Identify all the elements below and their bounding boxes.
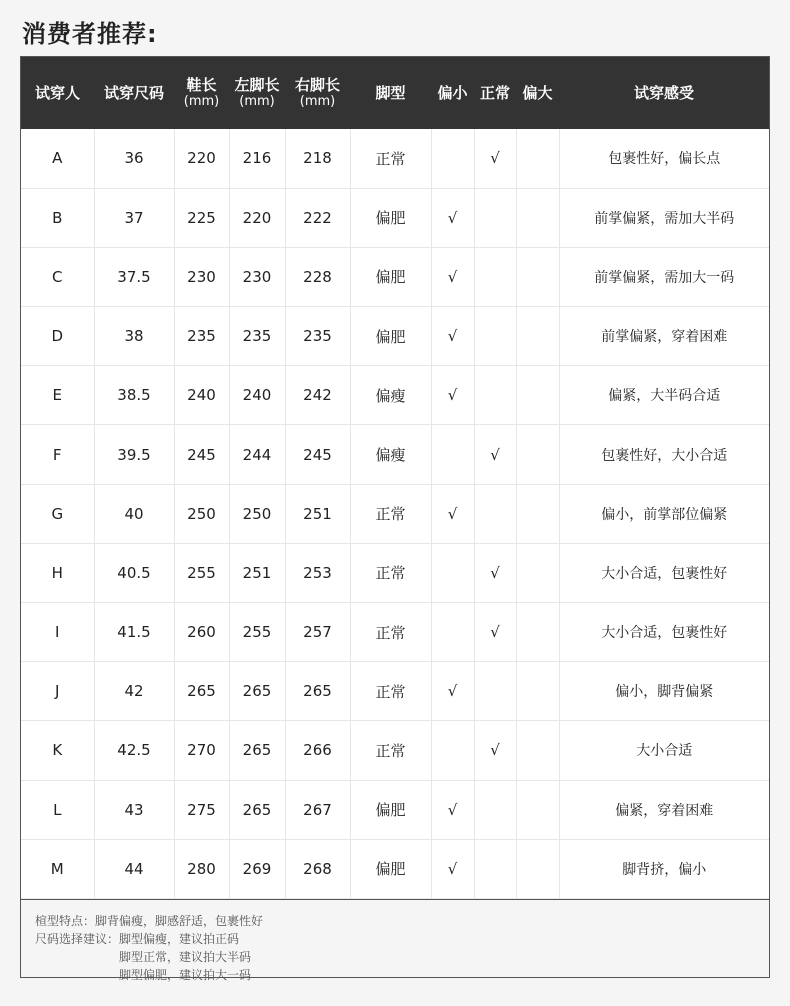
- cell-shoe-length: 240: [174, 366, 229, 425]
- cell-right-foot: 268: [285, 839, 350, 898]
- cell-person: A: [21, 129, 94, 188]
- cell-shoe-length: 245: [174, 425, 229, 484]
- cell-small-check: [431, 543, 474, 602]
- cell-feel: 大小合适，包裹性好: [559, 603, 769, 662]
- cell-large-check: [516, 603, 559, 662]
- cell-left-foot: 244: [229, 425, 285, 484]
- cell-small-check: [431, 721, 474, 780]
- cell-person: M: [21, 839, 94, 898]
- size-table: [20, 56, 770, 982]
- cell-large-check: [516, 425, 559, 484]
- cell-normal-check: [474, 307, 516, 366]
- cell-foot-type: 偏肥: [350, 247, 431, 306]
- cell-small-check: √: [431, 839, 474, 898]
- last-feature-label: 楦型特点：: [35, 913, 96, 928]
- cell-right-foot: 267: [285, 780, 350, 839]
- cell-foot-type: 正常: [350, 603, 431, 662]
- table-row: [21, 780, 769, 839]
- table-row: [21, 721, 769, 780]
- cell-right-foot: 253: [285, 543, 350, 602]
- cell-normal-check: [474, 662, 516, 721]
- cell-large-check: [516, 662, 559, 721]
- cell-shoe-length: 255: [174, 543, 229, 602]
- cell-small-check: √: [431, 662, 474, 721]
- cell-small-check: [431, 425, 474, 484]
- header-right-foot: 右脚长 (mm): [294, 76, 340, 109]
- cell-feel: 前掌偏紧，穿着困难: [559, 307, 769, 366]
- cell-right-foot: 228: [285, 247, 350, 306]
- cell-right-foot: 222: [285, 188, 350, 247]
- cell-right-foot: 242: [285, 366, 350, 425]
- cell-feel: 大小合适: [559, 721, 769, 780]
- cell-small-check: √: [431, 484, 474, 543]
- cell-person: L: [21, 780, 94, 839]
- cell-size: 39.5: [94, 425, 174, 484]
- cell-feel: 包裹性好，偏长点: [559, 129, 769, 188]
- table-row: [21, 839, 769, 898]
- cell-left-foot: 269: [229, 839, 285, 898]
- cell-normal-check: √: [474, 603, 516, 662]
- cell-large-check: [516, 721, 559, 780]
- cell-large-check: [516, 188, 559, 247]
- cell-foot-type: 偏肥: [350, 780, 431, 839]
- cell-feel: 包裹性好，大小合适: [559, 425, 769, 484]
- cell-small-check: [431, 603, 474, 662]
- cell-size: 38: [94, 307, 174, 366]
- cell-small-check: √: [431, 247, 474, 306]
- table-body: [21, 129, 769, 898]
- cell-left-foot: 265: [229, 721, 285, 780]
- table-row: [21, 366, 769, 425]
- cell-size: 44: [94, 839, 174, 898]
- cell-person: K: [21, 721, 94, 780]
- cell-large-check: [516, 366, 559, 425]
- cell-shoe-length: 260: [174, 603, 229, 662]
- cell-left-foot: 265: [229, 780, 285, 839]
- size-advice-note: [35, 930, 755, 984]
- cell-small-check: √: [431, 188, 474, 247]
- header-foot-type: 脚型: [375, 84, 406, 102]
- table-row: [21, 425, 769, 484]
- cell-foot-type: 偏肥: [350, 188, 431, 247]
- cell-normal-check: [474, 839, 516, 898]
- header-size: 试穿尺码: [103, 84, 164, 102]
- cell-normal-check: [474, 188, 516, 247]
- cell-size: 40: [94, 484, 174, 543]
- cell-shoe-length: 270: [174, 721, 229, 780]
- cell-shoe-length: 275: [174, 780, 229, 839]
- size-advice-line: 脚型正常，建议拍大半码: [119, 949, 252, 964]
- cell-right-foot: 265: [285, 662, 350, 721]
- cell-left-foot: 216: [229, 129, 285, 188]
- cell-foot-type: 正常: [350, 721, 431, 780]
- cell-feel: 偏小，脚背偏紧: [559, 662, 769, 721]
- cell-right-foot: 235: [285, 307, 350, 366]
- cell-foot-type: 偏肥: [350, 307, 431, 366]
- cell-normal-check: [474, 366, 516, 425]
- cell-left-foot: 251: [229, 543, 285, 602]
- cell-feel: 偏紧，大半码合适: [559, 366, 769, 425]
- table-row: [21, 188, 769, 247]
- cell-large-check: [516, 839, 559, 898]
- cell-foot-type: 正常: [350, 543, 431, 602]
- cell-right-foot: 257: [285, 603, 350, 662]
- cell-right-foot: 245: [285, 425, 350, 484]
- cell-person: E: [21, 366, 94, 425]
- cell-size: 43: [94, 780, 174, 839]
- page-title: 消费者推荐:: [22, 20, 158, 48]
- size-advice-label: 尺码选择建议：: [35, 931, 120, 946]
- cell-foot-type: 正常: [350, 129, 431, 188]
- cell-size: 37: [94, 188, 174, 247]
- header-feel: 试穿感受: [633, 84, 694, 102]
- cell-feel: 偏紧，穿着困难: [559, 780, 769, 839]
- table-header-row: [21, 57, 769, 129]
- header-normal: 正常: [479, 84, 510, 102]
- cell-left-foot: 235: [229, 307, 285, 366]
- header-person: 试穿人: [34, 84, 80, 102]
- cell-feel: 前掌偏紧，需加大半码: [559, 188, 769, 247]
- cell-normal-check: √: [474, 129, 516, 188]
- cell-right-foot: 218: [285, 129, 350, 188]
- cell-size: 42.5: [94, 721, 174, 780]
- cell-person: B: [21, 188, 94, 247]
- last-feature-note: [35, 912, 755, 930]
- cell-shoe-length: 225: [174, 188, 229, 247]
- cell-shoe-length: 220: [174, 129, 229, 188]
- cell-shoe-length: 265: [174, 662, 229, 721]
- cell-foot-type: 偏瘦: [350, 425, 431, 484]
- size-advice-line: 脚型偏瘦，建议拍正码: [119, 931, 240, 946]
- last-feature-text: 脚背偏瘦，脚感舒适，包裹性好: [95, 913, 264, 928]
- cell-large-check: [516, 129, 559, 188]
- cell-left-foot: 230: [229, 247, 285, 306]
- cell-feel: 前掌偏紧，需加大一码: [559, 247, 769, 306]
- cell-size: 37.5: [94, 247, 174, 306]
- table-row: [21, 543, 769, 602]
- notes-section: [21, 899, 769, 982]
- cell-left-foot: 255: [229, 603, 285, 662]
- cell-right-foot: 266: [285, 721, 350, 780]
- header-shoe-length: 鞋长 (mm): [183, 76, 220, 109]
- cell-normal-check: √: [474, 721, 516, 780]
- table-row: [21, 484, 769, 543]
- cell-small-check: √: [431, 307, 474, 366]
- cell-normal-check: [474, 484, 516, 543]
- cell-large-check: [516, 780, 559, 839]
- cell-feel: 脚背挤，偏小: [559, 839, 769, 898]
- cell-size: 36: [94, 129, 174, 188]
- cell-normal-check: √: [474, 543, 516, 602]
- cell-person: H: [21, 543, 94, 602]
- cell-large-check: [516, 484, 559, 543]
- cell-person: J: [21, 662, 94, 721]
- cell-normal-check: √: [474, 425, 516, 484]
- cell-large-check: [516, 247, 559, 306]
- cell-left-foot: 220: [229, 188, 285, 247]
- table-row: [21, 603, 769, 662]
- cell-right-foot: 251: [285, 484, 350, 543]
- cell-left-foot: 265: [229, 662, 285, 721]
- cell-person: F: [21, 425, 94, 484]
- cell-normal-check: [474, 247, 516, 306]
- cell-shoe-length: 235: [174, 307, 229, 366]
- cell-shoe-length: 280: [174, 839, 229, 898]
- cell-feel: 大小合适，包裹性好: [559, 543, 769, 602]
- cell-small-check: √: [431, 780, 474, 839]
- cell-size: 38.5: [94, 366, 174, 425]
- table-row: [21, 129, 769, 188]
- cell-feel: 偏小，前掌部位偏紧: [559, 484, 769, 543]
- cell-shoe-length: 230: [174, 247, 229, 306]
- header-left-foot: 左脚长 (mm): [234, 76, 280, 109]
- cell-person: C: [21, 247, 94, 306]
- table-row: [21, 247, 769, 306]
- cell-large-check: [516, 543, 559, 602]
- size-advice-line: 脚型偏肥，建议拍大一码: [119, 967, 252, 982]
- cell-person: D: [21, 307, 94, 366]
- cell-large-check: [516, 307, 559, 366]
- cell-size: 42: [94, 662, 174, 721]
- header-small: 偏小: [437, 84, 468, 102]
- cell-person: G: [21, 484, 94, 543]
- cell-shoe-length: 250: [174, 484, 229, 543]
- cell-size: 41.5: [94, 603, 174, 662]
- cell-foot-type: 偏肥: [350, 839, 431, 898]
- header-large: 偏大: [522, 84, 553, 102]
- cell-person: I: [21, 603, 94, 662]
- cell-small-check: √: [431, 366, 474, 425]
- cell-foot-type: 偏瘦: [350, 366, 431, 425]
- cell-size: 40.5: [94, 543, 174, 602]
- cell-left-foot: 250: [229, 484, 285, 543]
- cell-foot-type: 正常: [350, 662, 431, 721]
- cell-normal-check: [474, 780, 516, 839]
- cell-foot-type: 正常: [350, 484, 431, 543]
- table-row: [21, 307, 769, 366]
- table-row: [21, 662, 769, 721]
- cell-left-foot: 240: [229, 366, 285, 425]
- cell-small-check: [431, 129, 474, 188]
